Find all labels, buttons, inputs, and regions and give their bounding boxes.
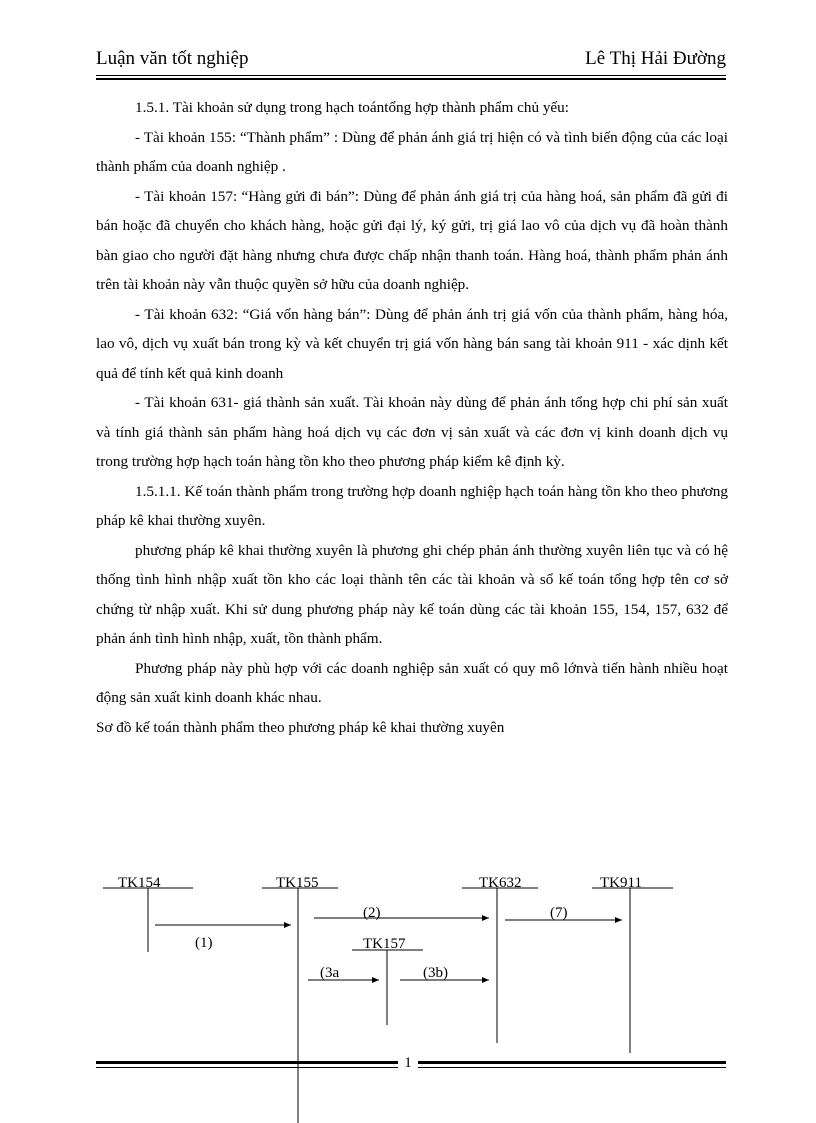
paragraph-tk632: - Tài khoản 632: “Giá vốn hàng bán”: Dùng để phản ánh trị giá vốn của thành phẩm, hàng hóa, lao vô, dịch vụ xuất bán trong kỳ và kết chuyển trị giá vốn hàng bán sang tài khoản 911 - xác dịnh kết quả để tính kết quả kinh doanh <box>96 305 728 382</box>
account-label-tk632: TK632 <box>479 875 522 891</box>
paragraph-tk155: - Tài khoản 155: “Thành phẩm” : Dùng để phản ánh giá trị hiện có và tình biến động của các loại thành phẩm của doanh nghiệp . <box>96 128 728 175</box>
paragraph-method-suitability: Phương pháp này phù hợp với các doanh nghiệp sản xuất có quy mô lớnvà tiến hành nhiều hoạt động sản xuất kinh doanh khác nhau. <box>96 659 728 706</box>
paragraph-tk631: - Tài khoản 631- giá thành sản xuất. Tài khoản này dùng để phản ánh tổng hợp chi phí sản xuất và tính giá thành sản phẩm hàng hoá dịch vụ các đơn vị sản xuất và các đơn vị kinh doanh dịch vụ trong trường hợp hạch toán hàng tồn kho theo phương pháp kiểm kê định kỳ. <box>96 394 728 470</box>
paragraph-method-definition: phương pháp kê khai thường xuyên là phương ghi chép phản ánh thường xuyên liên tục và có hệ thống tình hình nhập xuất tồn kho các loại thành tên các tài khoản và sổ kế toán tổng hợp tên cơ sở chứng từ nhập xuất. Khi sử dung phương pháp này kế toán dùng các tài khoản 155, 154, 157, 632 để phản ánh tình hình nhập, xuất, tồn thành phẩm. <box>96 541 728 647</box>
header-author-name: Lê Thị Hải Đường <box>585 48 726 69</box>
account-label-tk155: TK155 <box>276 875 319 891</box>
account-label-tk911: TK911 <box>600 875 642 891</box>
section-heading-1-5-1-1: 1.5.1.1. Kế toán thành phẩm trong trường hợp doanh nghiệp hạch toán hàng tồn kho theo phương pháp kê khai thường xuyên. <box>96 482 728 529</box>
section-heading-1-5-1: 1.5.1. Tài khoản sử dụng trong hạch toántổng hợp thành phẩm chủ yếu: <box>135 99 569 116</box>
header-rule-thin <box>96 75 726 76</box>
flow-label-7: (7) <box>550 905 568 921</box>
flow-label-2: (2) <box>363 905 381 921</box>
header-thesis-title: Luận văn tốt nghiệp <box>96 48 249 69</box>
page-number <box>0 1055 816 1072</box>
flow-label-3a: (3a <box>320 965 340 981</box>
flow-label-1: (1) <box>195 935 213 951</box>
page-header <box>96 48 726 76</box>
header-rule-thick <box>96 78 726 80</box>
page-number-text: 1 <box>398 1055 418 1071</box>
document-body <box>96 93 728 742</box>
flow-label-3b: (3b) <box>423 965 448 981</box>
account-label-tk157: TK157 <box>363 936 406 952</box>
diagram-caption: Sơ đồ kế toán thành phẩm theo phương pháp kê khai thường xuyên <box>96 718 505 736</box>
paragraph-tk157: - Tài khoản 157: “Hàng gửi đi bán”: Dùng để phản ánh giá trị của hàng hoá, sản phẩm đã gửi đi bán hoặc đã chuyển cho khách hàng, hoặc gửi đại lý, ký gửi, trị giá lao vô của dịch vụ đã hoàn thành bàn giao cho người đặt hàng nhưng chưa được chấp nhận thanh toán. Hàng hoá, thành phẩm phản ánh trên tài khoản này vẫn thuộc quyền sở hữu của doanh nghiệp. <box>96 187 728 293</box>
account-label-tk154: TK154 <box>118 875 161 891</box>
